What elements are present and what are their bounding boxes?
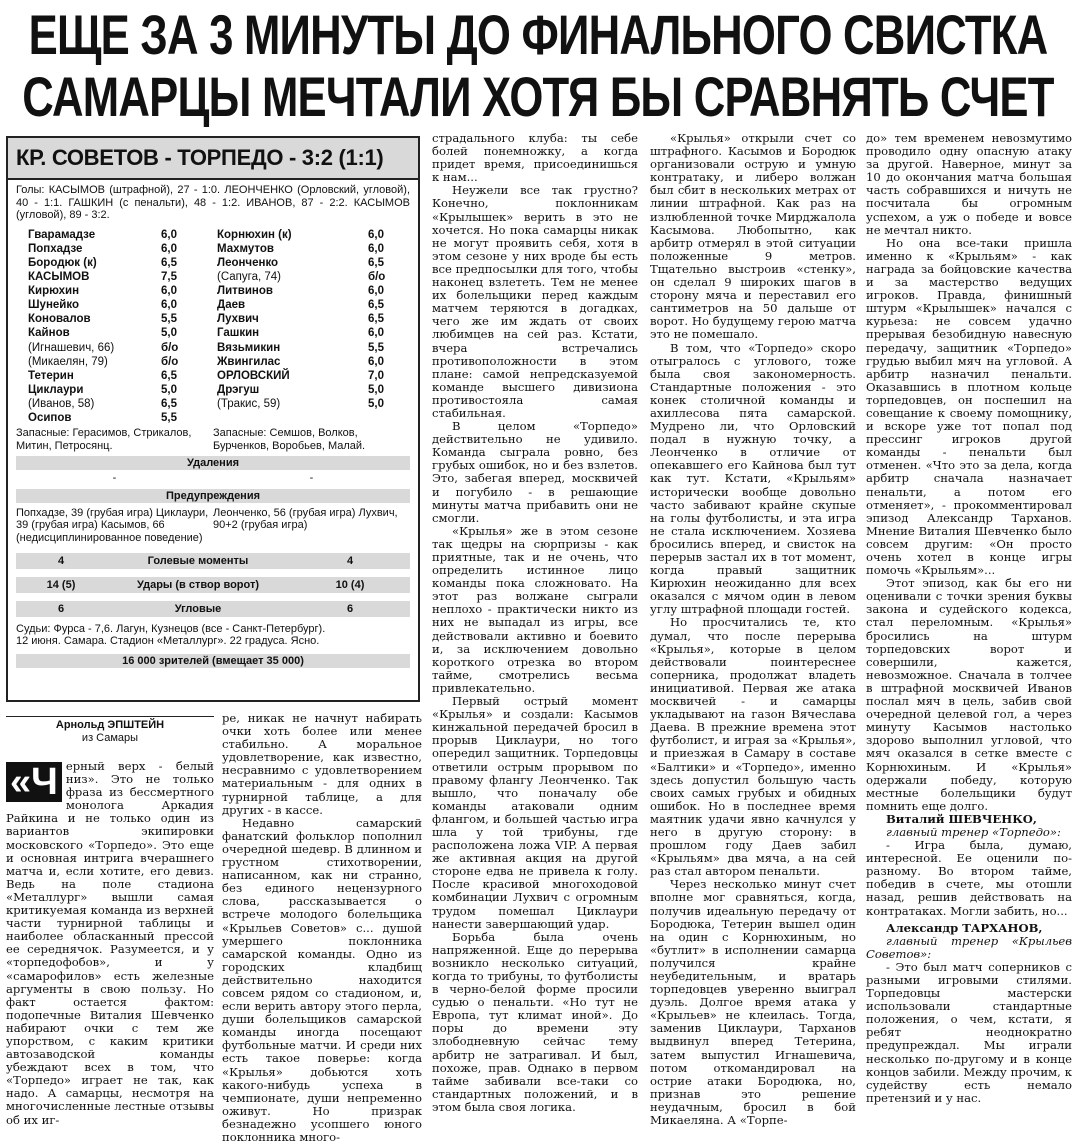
player-name: Попхадзе — [28, 242, 83, 255]
player-name: (Микаелян, 79) — [28, 355, 108, 368]
player-rating: 6,0 — [161, 242, 177, 255]
player-row — [213, 270, 410, 284]
paragraph: ерный верх - белый низ». Это не только фраза из бессмертного монолога Аркадия Райкина и не только один из вариантов экипировки московского «Торпедо». Это еще и основная интрига вчерашнего матча и, если хотите, его девиз. Ведь на поле стадиона «Металлург» вышли самая критикуемая команда из верхней части турнирной таблицы и наиболее обласканный прессой ее середнячок. Разумеется, и у «торпедофобов», и у «самарофилов» есть железные аргументы в свою пользу. Но факт остается фактом: подопечные Виталия Шевченко набирают очки с тем же упорством, с каким критики автозаводской команды убеждают всех в том, что «Торпедо» играет не так, как надо. А самарцы, несмотря на многочисленные лестные отзывы об их иг- — [6, 759, 214, 1127]
player-rating: 6,0 — [368, 285, 384, 298]
player-name: КАСЫМОВ — [28, 271, 90, 284]
author: Арнольд ЭПШТЕЙН — [55, 719, 165, 731]
player-rating: 5,5 — [161, 412, 177, 424]
stat-away-value: 4 — [346, 554, 354, 567]
player-rating: 6,0 — [161, 228, 177, 241]
player-rating: 6,5 — [368, 299, 384, 312]
quote-text-tarkhanov: - Это был матч соперников с разными игровыми стилями. Торпедовцы мастерски использовали стандартные положения, о чем, кстати, я ребят неоднократно предупреждал. Мы играли несколько по-другому и в конце концов забили. Между прочим, к судейству есть немало претензий и у нас. — [866, 959, 1072, 1105]
player-name: Литвинов — [217, 285, 273, 298]
player-name: Кайнов — [28, 327, 70, 340]
stat-away-value: 10 (4) — [335, 578, 365, 591]
player-name: Махмутов — [217, 242, 274, 255]
player-rating: 6,0 — [368, 228, 384, 241]
player-name: Вязьмикин — [217, 341, 281, 354]
headline — [22, 3, 1054, 128]
player-row — [16, 256, 213, 270]
player-row — [213, 298, 410, 312]
goals-summary: Голы: КАСЫМОВ (штрафной), 27 - 1:0. ЛЕОНЧЕНКО (Орловский, угловой), 40 - 1:1. ГАШКИН (с пенальти), 48 - 1:2. ИВАНОВ, 87 - 2:2. КАСЫМОВ (угловой), 89 - 3:2. — [16, 184, 410, 222]
player-name: Дрэгуш — [217, 383, 260, 396]
away-substitutes: Запасные: Семшов, Волков, Бурченков, Воробьев, Малай. — [213, 427, 366, 452]
quote-role-shevchenko: главный тренер «Торпедо»: — [886, 824, 1061, 839]
away-sendoffs: - — [309, 472, 314, 485]
player-row — [213, 242, 410, 256]
player-row — [213, 397, 410, 411]
player-name: Лухвич — [217, 313, 259, 326]
player-name: Леонченко — [217, 256, 279, 269]
player-name: Жвингилас — [217, 355, 281, 368]
paragraph: Но она все-таки пришла именно к «Крыльям» - как награда за бойцовские качества и за мастерство ведущих игроков. Правда, финишный штурм «Крылышек» начался с курьеза: не совсем удачно прерывая безобидную навесную передачу, защитник «Торпедо» грудью выбил мяч на угловой. А арбитр назначил пенальти. Оказавшись в плотном кольце торпедовцев, он поспешил на совещание к своему помощнику, и вскоре уже тот попал под прессинг игроков другой команды - пенальти был отменен. «Что это за дела, когда арбитр сначала назначает пенальти, а потом его отменяет», - прокомментировал эпизод Александр Тарханов. Мнение Виталия Шевченко было совсем другим: «Он просто очень хотел в конце игры помочь «Крыльям»... — [866, 235, 1072, 578]
player-name: (Сапуга, 74) — [217, 271, 281, 284]
player-row — [213, 228, 410, 242]
player-rating: б/о — [161, 355, 179, 368]
article-column-4 — [650, 131, 856, 1128]
player-rating: 7,0 — [368, 369, 384, 382]
stat-home-value: 4 — [57, 554, 65, 567]
home-sendoffs: - — [112, 472, 117, 485]
player-rating: 6,0 — [161, 299, 177, 312]
article-column-3 — [432, 132, 638, 1116]
player-name: Циклаури — [28, 383, 84, 396]
stat-label: Голевые моменты — [147, 554, 249, 567]
player-rating: 6,5 — [368, 256, 384, 269]
stat-row — [16, 577, 410, 593]
player-name: (Тракис, 59) — [217, 397, 281, 410]
home-lineup — [16, 228, 213, 425]
player-name: (Игнашевич, 66) — [28, 341, 115, 354]
player-rating: 6,5 — [161, 397, 177, 410]
player-row — [16, 383, 213, 397]
player-rating: 5,0 — [161, 383, 177, 396]
player-name: ОРЛОВСКИЙ — [217, 369, 290, 382]
paragraph: «Крылья» открыли счет со штрафного. Касымов и Бородюк организовали острую и умную контратаку, и либеро волжан был сбит в нескольких метрах от линии штрафной. Как раз на излюбленной точке Мирджалола Касымова. Любопытно, как арбитр отмерял в этой ситуации положенные 9 метров. Тщательно выстроив «стенку», он сделал 9 широких шагов в сторону мяча и переставил его сантиметров на 50 дальше от ворот. Но будущему герою матча это не помешало. — [650, 131, 856, 342]
player-rating: 6,0 — [368, 355, 384, 368]
paragraph: до» тем временем невозмутимо проводило одну опасную атаку за другой. Наверное, минут за 10 до окончания матча большая часть собравшихся и ничуть не посчитала бы огромным успехом, а уж о победе и вовсе не мечтал никто. — [866, 131, 1072, 237]
paragraph: ре, никак не начнут набирать очки хоть более или менее стабильно. А моральное удовлетворение, как известно, несравнимо с удовлетворением материальным - для одних в турнирной таблице, а для других - в кассе. — [222, 711, 422, 817]
paragraph: В целом «Торпедо» действительно не удивило. Команда сыграла ровно, без грубых ошибок, но и без взлетов. Это, забегая вперед, москвичей и погубило - в решающие минуты матча прибавить они не смогли. — [432, 419, 638, 525]
home-warnings: Попхадзе, 39 (грубая игра) Циклаури, 39 (грубая игра) Касымов, 66 (недисциплинированное поведение) — [16, 506, 209, 545]
player-name: (Иванов, 58) — [28, 397, 95, 410]
player-name: Корнюхин (к) — [217, 228, 292, 241]
paragraph: Первый острый момент «Крылья» и создали: Касымов кинжальной передачей бросил в прорыв Циклаури, но того опередил защитник. Торпедовцы ответили острым прорывом по правому флангу Леонченко. Так вышло, что поначалу обе команды атаковали одним флангом, и большей частью игра шла у той трибуны, где расположена ложа VIP. А первая же активная акция на другой стороне едва не привела к голу. После красивой многоходовой комбинации Лухвич с огромным трудом помешал Циклаури нанести завершающий удар. — [432, 694, 638, 931]
paragraph: Борьба была очень напряженной. Еще до перерыва возникло несколько ситуаций, когда то трибуны, то футболисты в черно-белой форме просили судью о пенальти. «Но тут не Европа, тут климат иной». До поры до времени эту злободневную сейчас тему арбитр не затрагивал. И был, похоже, прав. Однако в первом тайме забивали все-таки со стандартных положений, и в этом была своя логика. — [432, 929, 638, 1114]
author-location: из Самары — [81, 732, 139, 744]
headline-line-2: САМАРЦЫ МЕЧТАЛИ ХОТЯ БЫ СРАВНЯТЬ СЧЕТ — [22, 65, 1054, 128]
stat-home-value: 14 (5) — [46, 578, 76, 591]
player-name: Даев — [217, 299, 246, 312]
referees: Судьи: Фурса - 7,6. Лагун, Кузнецов (все - Санкт-Петербург). — [16, 622, 326, 635]
stat-label: Удары (в створ ворот) — [136, 578, 260, 591]
byline — [6, 716, 214, 745]
player-rating: 5,0 — [161, 327, 177, 340]
article-column-1 — [6, 759, 214, 1127]
quote-author-shevchenko: Виталий ШЕВЧЕНКО, — [886, 811, 1037, 826]
home-substitutes: Запасные: Герасимов, Стрикалов, Митин, Петросянц. — [16, 427, 192, 452]
player-name: Коновалов — [28, 313, 91, 326]
drop-cap: «Ч — [6, 762, 62, 802]
player-rating: 5,5 — [161, 313, 177, 326]
player-name: Шунейко — [28, 299, 79, 312]
stat-away-value: 6 — [346, 602, 354, 615]
match-info — [8, 617, 418, 648]
paragraph: Неужели все так грустно? Конечно, поклонникам «Крылышек» верить в это не хочется. Но пока самарцы никак не могут проявить себя, хотя в этом сезоне у них вроде бы есть все предпосылки для того, чтобы наконец взлететь. Тем не менее их болельщики перед каждым матчем теряются в догадках, чего же им ждать от своих любимцев на сей раз. Кстати, вчера встречались противоположности в этом плане: самой непредсказуемой команде высшего дивизиона противостояла самая стабильная. — [432, 183, 638, 420]
quote-text-shevchenko: - Игра была, думаю, интересной. Ее оценили по-разному. Во втором тайме, победив в счете, мы отошли назад, решив действовать на контратаках. Могли забить, но... — [866, 838, 1072, 918]
player-row — [213, 355, 410, 369]
player-row — [213, 256, 410, 270]
quote-author-tarkhanov: Александр ТАРХАНОВ, — [886, 920, 1043, 935]
paragraph: Но просчитались те, кто думал, что после перерыва «Крылья», которые в целом действовали поинтереснее соперника, продолжат владеть инициативой. Первая же атака москвичей - и самарцы укладывают на газон Вячеслава Даева. В прежние времена этот футболист, и играя за «Крылья», и приезжая в Самару в составе «Балтики» и «Торпедо», именно здесь допустил большую часть своих самых грубых и обидных ошибок. Но в последнее время маятник удачи явно качнулся у него в другую сторону: в прошлом году Даев забил «Крыльям» два мяча, а на сей раз стал автором пенальти. — [650, 615, 856, 879]
player-row — [16, 326, 213, 340]
player-rating: 6,5 — [161, 256, 177, 269]
player-row — [16, 341, 213, 355]
player-rating: 5,5 — [368, 341, 384, 354]
match-title: КР. СОВЕТОВ - ТОРПЕДО - 3:2 (1:1) — [8, 138, 418, 180]
player-row — [213, 284, 410, 298]
player-row — [16, 355, 213, 369]
player-name: Осипов — [28, 412, 72, 424]
paragraph: Недавно самарский фанатский фольклор пополнил очередной шедевр. В длинном и грустном стихотворении, написанном, как ни странно, без единого нецензурного слова, рассказывается о встрече молодого болельщика «Крыльев Советов» с... душой умершего поклонника самарской команды. Одно из городских кладбищ действительно находится совсем рядом со стадионом, и, если верить автору этого перла, души болельщиков самарской команды иногда посещают футбольные матчи. И среди них есть такое поверье: когда «Крылья» добьются хоть какого-нибудь успеха в чемпионате, души непременно оживут. Но призрак безнадежно усопшего юного поклонника много- — [222, 815, 422, 1144]
paragraph: страдального клуба: ты себе болей понемножку, а когда придет время, присоединишься к нам... — [432, 131, 638, 185]
warnings-row — [8, 503, 418, 545]
player-row — [16, 228, 213, 242]
player-row — [16, 369, 213, 383]
player-row — [213, 312, 410, 326]
player-name: Тетерин — [28, 369, 74, 382]
stat-row — [16, 601, 410, 617]
stat-row — [16, 553, 410, 569]
player-rating: 6,0 — [161, 285, 177, 298]
player-rating: 5,0 — [368, 383, 384, 396]
quote-role-tarkhanov: главный тренер «Крыльев Советов»: — [866, 933, 1072, 961]
player-rating: 6,0 — [368, 242, 384, 255]
lineups — [8, 224, 418, 425]
player-row — [213, 341, 410, 355]
player-name: Кирюхин — [28, 285, 80, 298]
stat-home-value: 6 — [57, 602, 65, 615]
paragraph: В том, что «Торпедо» скоро отыгралось с углового, тоже была своя закономерность. Стандартные положения - это конек столичной команды и ахиллесова пята самарской. Мудрено ли, что Орловский подал в нужную точку, а Леонченко в отличие от опекавшего его Кайнова был тут как тут. Кстати, «Крыльям» исторически вообще довольно часто забивают крайне скупые на голы футболисты, и эта игра не стала исключением. Хозяева бросились вперед, и свисток на перерыв застал их в тот момент, когда правый защитник Кирюхин неожиданно для всех оказался с мячом один в левом углу штрафной площади гостей. — [650, 340, 856, 617]
article-column-5 — [866, 132, 1072, 1116]
stat-label: Угловые — [174, 602, 222, 615]
headline-line-1: ЕЩЕ ЗА 3 МИНУТЫ ДО ФИНАЛЬНОГО СВИСТКА — [28, 3, 1048, 66]
away-warnings: Леонченко, 56 (грубая игра) Лухвич, 90+2 (грубая игра) — [213, 506, 398, 532]
warnings-label: Предупреждения — [16, 489, 410, 503]
sendoffs-row — [16, 472, 410, 485]
match-report-box — [6, 136, 420, 702]
player-rating: 6,5 — [161, 369, 177, 382]
player-row — [16, 298, 213, 312]
player-rating: 6,5 — [368, 313, 384, 326]
attendance: 16 000 зрителей (вмещает 35 000) — [16, 654, 410, 668]
player-row — [16, 397, 213, 411]
date-place: 12 июня. Самара. Стадион «Металлург». 22 градуса. Ясно. — [16, 635, 320, 648]
player-row — [16, 312, 213, 326]
player-name: Гашкин — [217, 327, 260, 340]
article-column-2 — [222, 711, 422, 1144]
player-rating: 5,0 — [368, 397, 384, 410]
player-name: Бородюк (к) — [28, 256, 97, 269]
player-rating: 6,0 — [368, 327, 384, 340]
player-row — [16, 270, 213, 284]
player-rating: б/о — [368, 271, 386, 284]
player-rating: б/о — [161, 341, 179, 354]
match-stats — [8, 553, 418, 617]
away-lineup — [213, 228, 410, 425]
paragraph: Этот эпизод, как бы его ни оценивали с точки зрения буквы закона и судейского кодекса, стал переломным. «Крылья» бросились на штурм торпедовских ворот и совершили, кажется, невозможное. Сначала в толчее в штрафной москвичей Иванов послал мяч в цель, забив свой очередной целевой гол, а через минуту Касымов настолько здорово выполнил угловой, что мяч оказался в сетке вместе с Корнюхиным. И «Крылья» одержали победу, которую местные болельщики будут помнить еще долго. — [866, 576, 1072, 813]
player-row — [213, 383, 410, 397]
player-row — [213, 326, 410, 340]
player-name: Гварамадзе — [28, 228, 96, 241]
player-row — [213, 369, 410, 383]
player-rating: 7,5 — [161, 271, 177, 284]
paragraph: Через несколько минут счет вполне мог сравняться, когда, получив идеальную передачу от Бородюка, Тетерин вышел один на один с Корнюхиным, но «бутлит» в исполнении самарца получился крайне неубедительным, и вратарь торпедовцев уверенно выиграл дуэль. Долгое время атака у «Крыльев» не клеилась. Тогда, заменив Циклаури, Тарханов выдвинул вперед Тетерина, затем выпустил Игнашевича, потом откомандировал на острие атаки Бородюка, но, признав это решение неудачным, бросил в бой Микаеляна. А «Торпе- — [650, 877, 856, 1128]
sendoffs-label: Удаления — [16, 456, 410, 470]
player-row — [16, 242, 213, 256]
substitutes — [8, 425, 418, 452]
paragraph: «Крылья» же в этом сезоне так щедры на сюрпризы - как приятные, так и не очень, что определить истинное лицо команды пока сложновато. На этот раз волжане сыграли неплохо - практически никто из них не выпадал из игры, все действовали активно и боевито и, за исключением довольно короткого отрезка во втором тайме, смотрелись весьма привлекательно. — [432, 523, 638, 695]
player-row — [16, 284, 213, 298]
player-row — [16, 411, 213, 425]
